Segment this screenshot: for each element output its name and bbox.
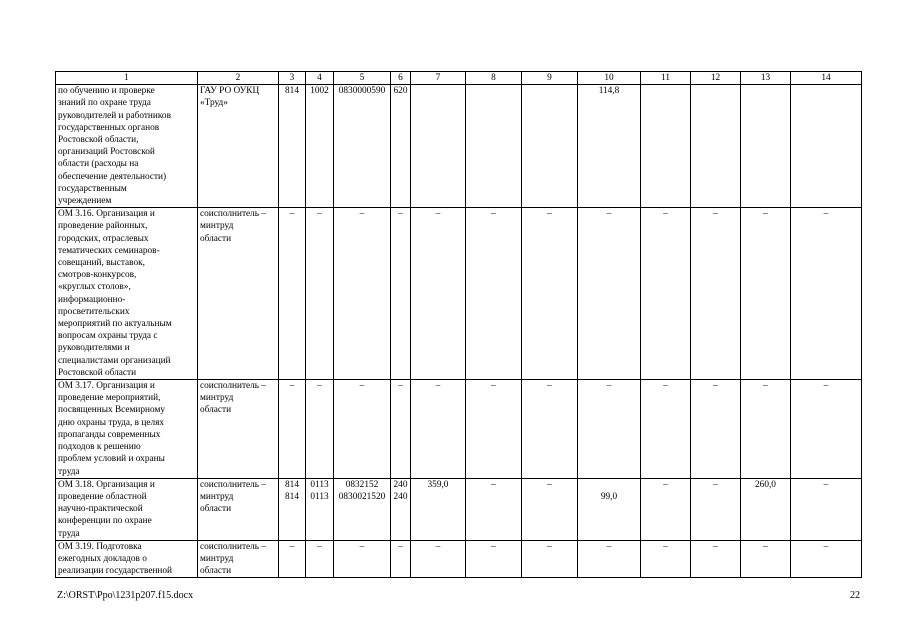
measure-name-cell bbox=[56, 208, 198, 380]
value-cell bbox=[334, 85, 391, 208]
table-row bbox=[56, 208, 862, 380]
cell-text-line: – bbox=[763, 209, 768, 220]
cell-text-line: – bbox=[713, 381, 718, 392]
cell-text-line: – bbox=[359, 381, 365, 392]
cell-text-line: просветительских bbox=[58, 306, 130, 317]
value-cell bbox=[578, 208, 641, 380]
column-number-header: 1 bbox=[56, 72, 198, 85]
cell-text-line: – bbox=[289, 381, 295, 392]
cell-text-line: – bbox=[317, 381, 322, 392]
column-number-header: 12 bbox=[691, 72, 741, 85]
cell-text-line: специалистами организаций bbox=[58, 355, 171, 366]
value-cell bbox=[466, 380, 522, 479]
value-cell bbox=[279, 478, 306, 540]
cell-text-line: 620 bbox=[393, 86, 408, 97]
executor-cell bbox=[198, 85, 279, 208]
cell-text-line: – bbox=[547, 479, 552, 490]
value-cell bbox=[306, 540, 334, 578]
value-cell bbox=[741, 478, 791, 540]
value-cell bbox=[578, 478, 641, 540]
table-row bbox=[56, 540, 862, 578]
column-number-header: 9 bbox=[522, 72, 578, 85]
value-cell bbox=[279, 380, 306, 479]
value-cell bbox=[279, 540, 306, 578]
cell-text-line: – bbox=[491, 209, 496, 220]
column-number-header: 4 bbox=[306, 72, 334, 85]
value-cell bbox=[411, 85, 466, 208]
cell-text-line: – bbox=[435, 209, 441, 220]
cell-text-line: ОМ 3.19. Подготовка bbox=[58, 541, 142, 552]
cell-text-line: совещаний, выставок, bbox=[58, 258, 145, 269]
cell-text-line: пропаганды современных bbox=[58, 429, 161, 440]
cell-text-line: 240 bbox=[393, 491, 408, 502]
cell-text-line: 359,0 bbox=[427, 479, 449, 490]
cell-text-line: дню охраны труда, в целях bbox=[58, 417, 165, 428]
value-cell bbox=[411, 540, 466, 578]
value-cell bbox=[522, 208, 578, 380]
cell-text-line: знаний по охране труда bbox=[58, 98, 151, 109]
value-cell bbox=[741, 540, 791, 578]
column-number-header: 14 bbox=[791, 72, 862, 85]
value-cell bbox=[306, 478, 334, 540]
cell-text-line: – bbox=[491, 479, 496, 490]
value-cell bbox=[279, 208, 306, 380]
value-cell bbox=[691, 478, 741, 540]
cell-text-line bbox=[412, 85, 464, 97]
value-cell bbox=[641, 478, 691, 540]
cell-text-line: – bbox=[606, 209, 612, 220]
cell-text-line: проблем условий и охраны bbox=[58, 454, 165, 465]
cell-text-line: – bbox=[823, 479, 829, 490]
cell-text-line: – bbox=[823, 381, 829, 392]
cell-text-line: – bbox=[713, 209, 718, 220]
cell-text-line: – bbox=[823, 541, 829, 552]
cell-text-line: руководителями и bbox=[58, 343, 130, 354]
value-cell bbox=[741, 85, 791, 208]
cell-text-line bbox=[579, 479, 639, 491]
cell-text-line: 99,0 bbox=[600, 491, 618, 502]
column-number-header: 5 bbox=[334, 72, 391, 85]
cell-text-line: – bbox=[547, 541, 552, 552]
cell-text-line: – bbox=[823, 209, 829, 220]
value-cell bbox=[578, 85, 641, 208]
value-cell bbox=[334, 208, 391, 380]
cell-text-line: подходов к решению bbox=[58, 442, 141, 453]
value-cell bbox=[741, 208, 791, 380]
column-number-header: 3 bbox=[279, 72, 306, 85]
value-cell bbox=[466, 85, 522, 208]
cell-text-line: ОМ 3.18. Организация и bbox=[58, 479, 155, 490]
cell-text-line: 1002 bbox=[310, 86, 329, 97]
cell-text-line: ОМ 3.16. Организация и bbox=[58, 209, 155, 220]
cell-text-line: – bbox=[317, 541, 322, 552]
value-cell bbox=[791, 380, 862, 479]
value-cell bbox=[279, 85, 306, 208]
value-cell bbox=[641, 380, 691, 479]
cell-text-line: – bbox=[289, 541, 295, 552]
cell-text-line: области bbox=[200, 566, 232, 577]
value-cell bbox=[791, 85, 862, 208]
cell-text-line: – bbox=[435, 541, 441, 552]
value-cell bbox=[791, 478, 862, 540]
cell-text-line: – bbox=[606, 381, 612, 392]
cell-text-line: – bbox=[547, 209, 552, 220]
cell-text-line: реализации государственной bbox=[58, 566, 173, 577]
cell-text-line: ежегодных докладов о bbox=[58, 553, 147, 564]
cell-text-line: – bbox=[317, 209, 322, 220]
cell-text-line: – bbox=[359, 541, 365, 552]
cell-text-line: соисполнитель – bbox=[200, 479, 267, 490]
cell-text-line: – bbox=[606, 541, 612, 552]
value-cell bbox=[466, 208, 522, 380]
cell-text-line: государственных органов bbox=[58, 122, 160, 133]
cell-text-line bbox=[742, 85, 789, 97]
page-number: 22 bbox=[850, 590, 860, 601]
value-cell bbox=[391, 540, 411, 578]
value-cell bbox=[334, 478, 391, 540]
cell-text-line: научно-практической bbox=[58, 504, 143, 515]
value-cell bbox=[391, 380, 411, 479]
value-cell bbox=[578, 380, 641, 479]
cell-text-line: 0113 bbox=[310, 491, 329, 502]
value-cell bbox=[641, 540, 691, 578]
column-number-header: 6 bbox=[391, 72, 411, 85]
cell-text-line: минтруд bbox=[200, 393, 234, 404]
cell-text-line: области bbox=[200, 233, 232, 244]
value-cell bbox=[691, 208, 741, 380]
cell-text-line: «круглых столов», bbox=[58, 282, 131, 293]
value-cell bbox=[691, 380, 741, 479]
table-row bbox=[56, 478, 862, 540]
cell-text-line: организаций Ростовской bbox=[58, 147, 155, 158]
cell-text-line: проведение областной bbox=[58, 491, 147, 502]
cell-text-line: 260,0 bbox=[755, 479, 776, 490]
executor-cell bbox=[198, 208, 279, 380]
cell-text-line: – bbox=[663, 479, 668, 490]
value-cell bbox=[466, 540, 522, 578]
cell-text-line: 0830000590 bbox=[338, 86, 386, 97]
measure-name-cell bbox=[56, 85, 198, 208]
cell-text-line: соисполнитель – bbox=[200, 209, 267, 220]
cell-text-line: области (расходы на bbox=[58, 159, 139, 170]
cell-text-line: 240 bbox=[393, 479, 408, 490]
cell-text-line: Ростовской области, bbox=[58, 135, 139, 146]
cell-text-line: ГАУ РО ОУКЦ bbox=[200, 86, 260, 97]
cell-text-line: – bbox=[663, 381, 668, 392]
cell-text-line: тематических семинаров- bbox=[58, 245, 160, 256]
cell-text-line: информационно- bbox=[58, 294, 126, 305]
header-row bbox=[56, 72, 862, 85]
value-cell bbox=[334, 380, 391, 479]
cell-text-line: мероприятий по актуальным bbox=[58, 319, 172, 330]
cell-text-line: – bbox=[398, 381, 403, 392]
value-cell bbox=[522, 380, 578, 479]
budget-table bbox=[55, 71, 862, 578]
executor-cell bbox=[198, 380, 279, 479]
cell-text-line: Ростовской области bbox=[58, 367, 137, 378]
cell-text-line: соисполнитель – bbox=[200, 381, 267, 392]
cell-text-line: «Труд» bbox=[200, 98, 228, 109]
value-cell bbox=[391, 478, 411, 540]
value-cell bbox=[391, 208, 411, 380]
cell-text-line: вопросам охраны труда с bbox=[58, 331, 158, 342]
cell-text-line: труда bbox=[58, 466, 80, 477]
value-cell bbox=[522, 85, 578, 208]
cell-text-line: труда bbox=[58, 528, 80, 539]
cell-text-line: посвященных Всемирному bbox=[58, 405, 166, 416]
value-cell bbox=[411, 208, 466, 380]
value-cell bbox=[306, 380, 334, 479]
cell-text-line: – bbox=[663, 209, 668, 220]
value-cell bbox=[791, 540, 862, 578]
measure-name-cell bbox=[56, 478, 198, 540]
cell-text-line: учреждением bbox=[58, 196, 112, 207]
cell-text-line: – bbox=[398, 541, 403, 552]
value-cell bbox=[411, 478, 466, 540]
cell-text-line: 814 bbox=[285, 491, 299, 502]
value-cell bbox=[466, 478, 522, 540]
cell-text-line: 0832152 bbox=[345, 479, 379, 490]
value-cell bbox=[578, 540, 641, 578]
value-cell bbox=[641, 208, 691, 380]
cell-text-line: 814 bbox=[285, 479, 299, 490]
cell-text-line: обеспечение деятельности) bbox=[58, 171, 167, 182]
value-cell bbox=[522, 478, 578, 540]
cell-text-line: по обучению и проверке bbox=[58, 86, 155, 97]
cell-text-line: ОМ 3.17. Организация и bbox=[58, 381, 155, 392]
cell-text-line: конференции по охране bbox=[58, 516, 152, 527]
column-number-header: 2 bbox=[198, 72, 279, 85]
cell-text-line: проведение районных, bbox=[58, 221, 148, 232]
value-cell bbox=[522, 540, 578, 578]
cell-text-line: 814 bbox=[285, 86, 299, 97]
cell-text-line bbox=[467, 85, 520, 97]
value-cell bbox=[691, 540, 741, 578]
column-number-header: 10 bbox=[578, 72, 641, 85]
cell-text-line: – bbox=[398, 209, 403, 220]
column-number-header: 11 bbox=[641, 72, 691, 85]
footer-file-path: Z:\ORST\Ppo\1231p207.f15.docx bbox=[57, 590, 194, 601]
cell-text-line: смотров-конкурсов, bbox=[58, 270, 137, 281]
table-row bbox=[56, 380, 862, 479]
cell-text-line: 0830021520 bbox=[338, 491, 386, 502]
cell-text-line: проведение мероприятий, bbox=[58, 393, 161, 404]
table-row bbox=[56, 85, 862, 208]
value-cell bbox=[641, 85, 691, 208]
cell-text-line: городских, отраслевых bbox=[58, 233, 149, 244]
cell-text-line: 114,8 bbox=[598, 86, 620, 97]
cell-text-line: соисполнитель – bbox=[200, 541, 267, 552]
value-cell bbox=[334, 540, 391, 578]
value-cell bbox=[306, 208, 334, 380]
value-cell bbox=[791, 208, 862, 380]
cell-text-line: – bbox=[491, 381, 496, 392]
value-cell bbox=[306, 85, 334, 208]
cell-text-line: 0113 bbox=[310, 479, 329, 490]
column-number-header: 8 bbox=[466, 72, 522, 85]
value-cell bbox=[691, 85, 741, 208]
executor-cell bbox=[198, 478, 279, 540]
cell-text-line bbox=[692, 85, 739, 97]
cell-text-line: минтруд bbox=[200, 491, 234, 502]
cell-text-line: – bbox=[547, 381, 552, 392]
cell-text-line: области bbox=[200, 504, 232, 515]
cell-text-line: – bbox=[763, 541, 768, 552]
cell-text-line: – bbox=[713, 541, 718, 552]
column-number-header: 13 bbox=[741, 72, 791, 85]
value-cell bbox=[391, 85, 411, 208]
value-cell bbox=[741, 380, 791, 479]
executor-cell bbox=[198, 540, 279, 578]
cell-text-line: государственным bbox=[58, 183, 127, 194]
cell-text-line bbox=[523, 85, 576, 97]
cell-text-line: области bbox=[200, 405, 232, 416]
measure-name-cell bbox=[56, 540, 198, 578]
cell-text-line: минтруд bbox=[200, 553, 234, 564]
measure-name-cell bbox=[56, 380, 198, 479]
cell-text-line: – bbox=[763, 381, 768, 392]
cell-text-line: минтруд bbox=[200, 221, 234, 232]
cell-text-line: – bbox=[663, 541, 668, 552]
cell-text-line: – bbox=[435, 381, 441, 392]
cell-text-line: – bbox=[491, 541, 496, 552]
value-cell bbox=[411, 380, 466, 479]
column-number-header: 7 bbox=[411, 72, 466, 85]
cell-text-line bbox=[792, 85, 860, 97]
cell-text-line: руководителей и работников bbox=[58, 110, 171, 121]
cell-text-line: – bbox=[713, 479, 718, 490]
cell-text-line: – bbox=[289, 209, 295, 220]
cell-text-line: – bbox=[359, 209, 365, 220]
cell-text-line bbox=[642, 85, 689, 97]
